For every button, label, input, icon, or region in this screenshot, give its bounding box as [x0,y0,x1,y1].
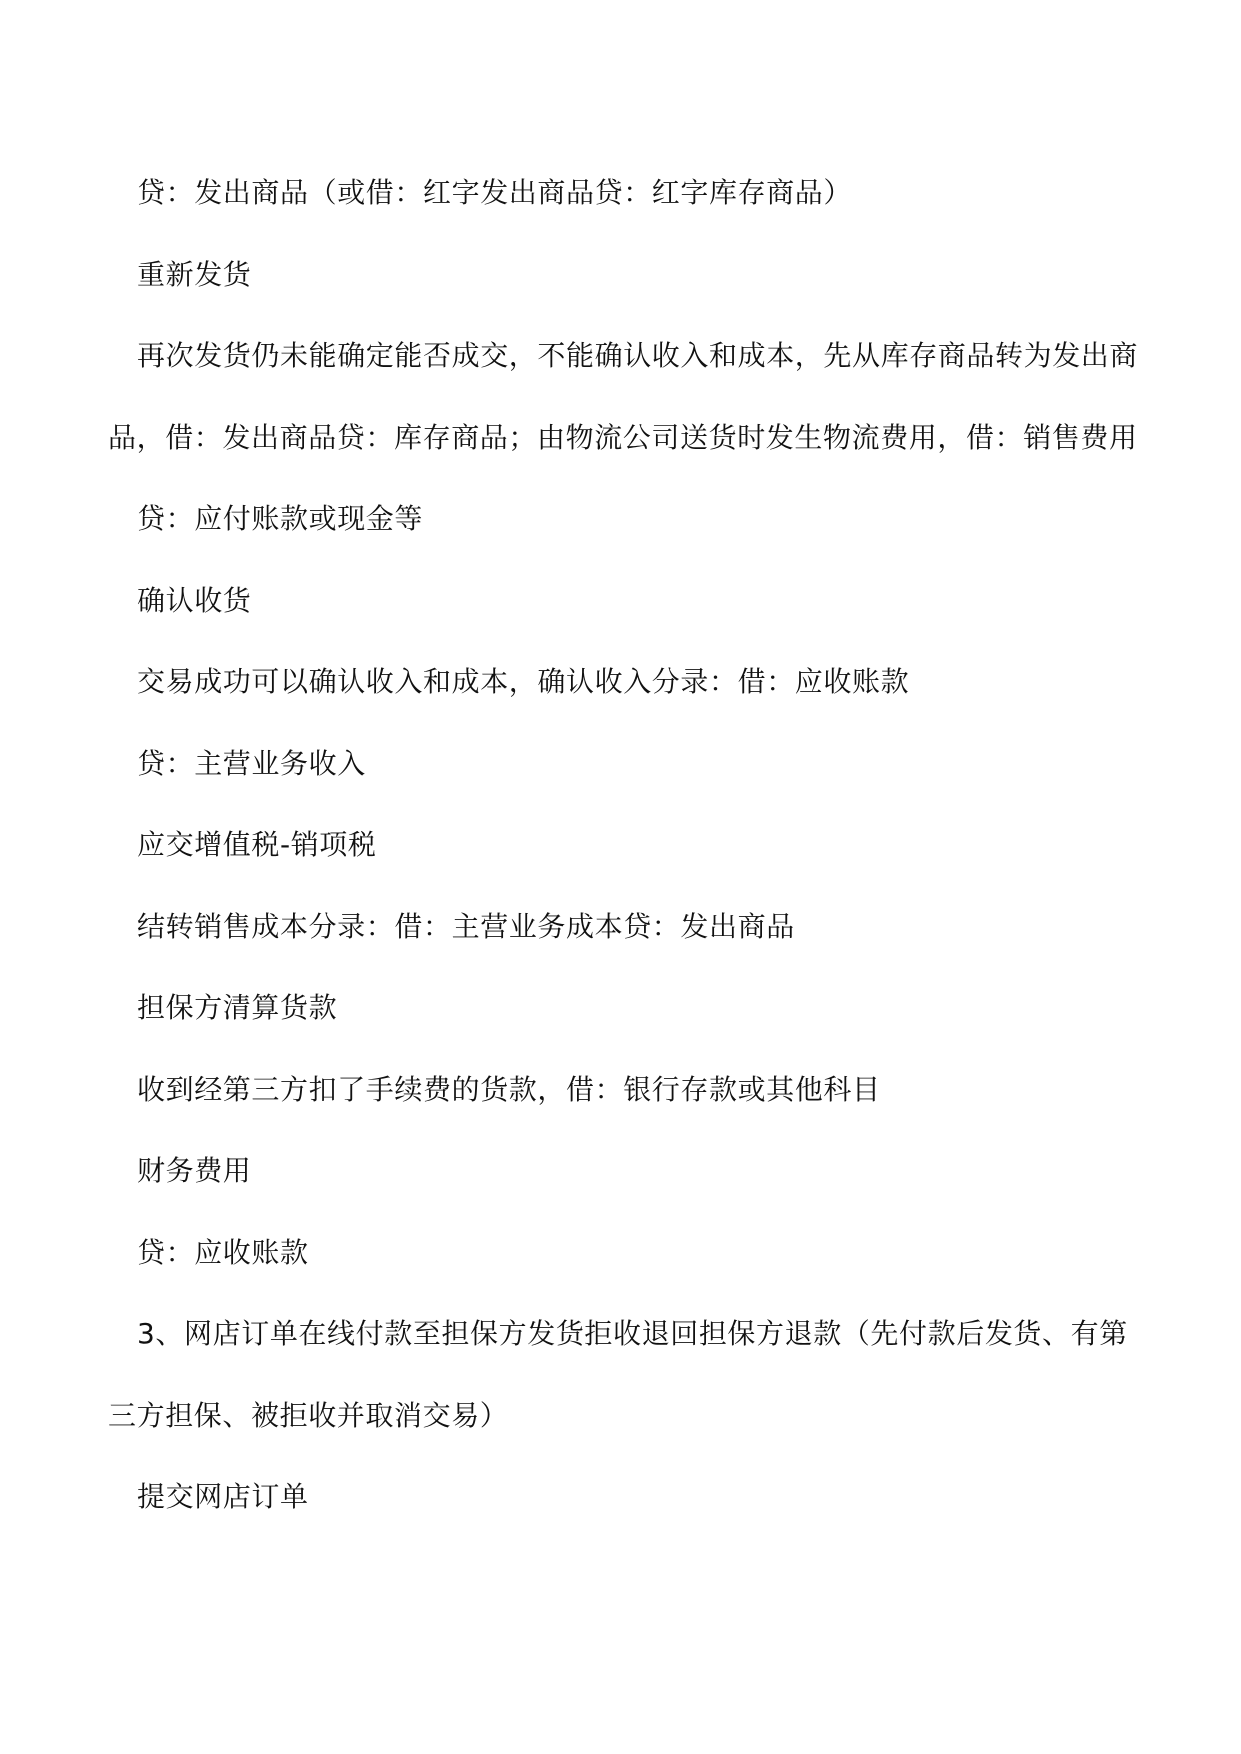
paragraph: 贷：主营业务收入 [137,746,366,780]
paragraph: 再次发货仍未能确定能否成交，不能确认收入和成本，先从库存商品转为发出商品，借：发出商品贷：库存商品；由物流公司送货时发生物流费用，借：销售费用 [108,339,1139,454]
paragraph: 贷：发出商品（或借：红字发出商品贷：红字库存商品） [137,176,853,209]
paragraph: 贷：应收账款 [137,1235,309,1269]
section-heading: 担保方清算货款 [137,991,338,1024]
paragraph: 应交增值税-销项税 [137,828,377,861]
document-body [108,152,1140,1538]
paragraph: 收到经第三方扣了手续费的货款，借：银行存款或其他科目 [137,1072,881,1106]
paragraph: 结转销售成本分录：借：主营业务成本贷：发出商品 [137,909,795,943]
numbered-section-heading: 3、网店订单在线付款至担保方发货拒收退回担保方退款（先付款后发货、有第三方担保、被拒收并取消交易） [108,1317,1128,1432]
section-heading: 提交网店订单 [137,1480,309,1513]
paragraph: 交易成功可以确认收入和成本，确认收入分录：借：应收账款 [137,665,910,698]
section-heading: 确认收货 [137,583,252,617]
section-heading: 重新发货 [137,257,252,291]
paragraph: 财务费用 [137,1154,252,1187]
paragraph: 贷：应付账款或现金等 [137,502,424,535]
